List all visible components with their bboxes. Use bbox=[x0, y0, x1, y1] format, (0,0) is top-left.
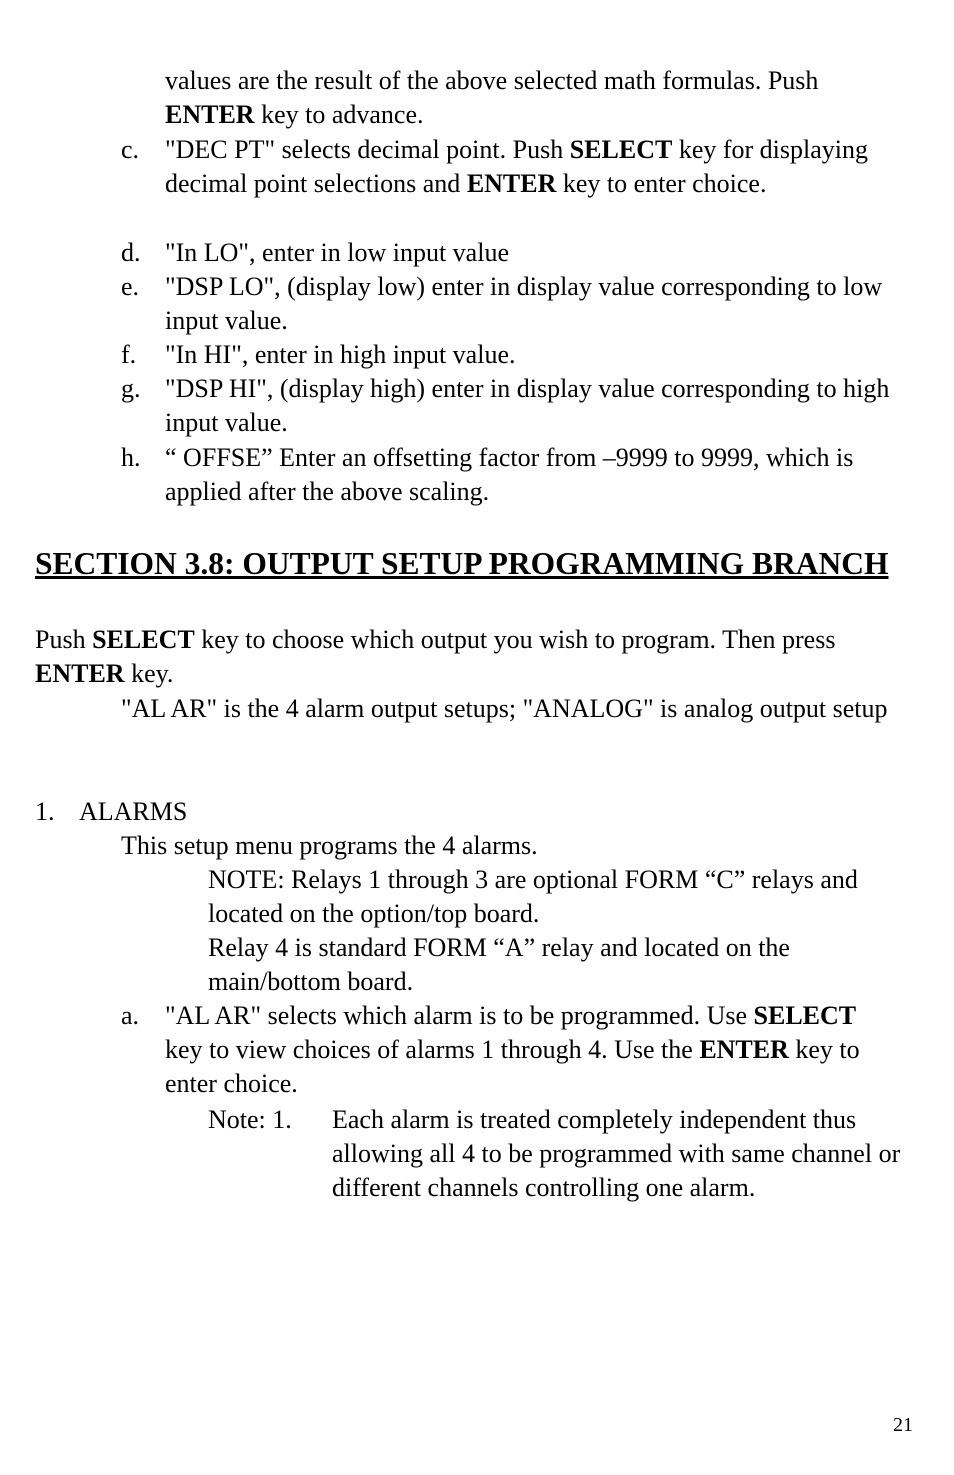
alarms-description: This setup menu programs the 4 alarms. bbox=[121, 831, 538, 860]
item-label: f. bbox=[121, 340, 137, 369]
item-label: a. bbox=[121, 1001, 140, 1030]
item-label: g. bbox=[121, 374, 141, 403]
item-label: d. bbox=[121, 238, 141, 267]
intro-enter-key: ENTER bbox=[165, 100, 255, 130]
note-label: Note: 1. bbox=[208, 1105, 292, 1134]
key-name: SELECT bbox=[753, 1001, 857, 1030]
item-text: “ OFFSE” Enter an offsetting factor from –9999 to 9999, which is applied after the above scaling. bbox=[165, 443, 854, 507]
item-text: "DEC PT" selects decimal point. Push SELECT key for displaying decimal point selections and ENTER key to enter choice. bbox=[165, 135, 868, 199]
key-name: ENTER bbox=[699, 1035, 789, 1065]
item-text: "DSP LO", (display low) enter in display value corresponding to low input value. bbox=[165, 272, 883, 336]
alarms-note-2: Relay 4 is standard FORM “A” relay and located on the main/bottom board. bbox=[208, 933, 790, 997]
key-name: ENTER bbox=[466, 169, 557, 199]
item-label: e. bbox=[121, 272, 140, 301]
section-indent-text: "AL AR" is the 4 alarm output setups; "ANALOG" is analog output setup bbox=[121, 694, 888, 723]
key-name: SELECT bbox=[569, 135, 673, 164]
note-text: Each alarm is treated completely independent thus allowing all 4 to be programmed with same channel or different channels controlling one alarm. bbox=[332, 1105, 901, 1203]
key-name: SELECT bbox=[92, 625, 195, 654]
item-text: "AL AR" selects which alarm is to be programmed. Use SELECT key to view choices of alarms 1 through 4. Use the ENTER key to enter choice. bbox=[165, 1001, 860, 1099]
page-number: 21 bbox=[893, 1414, 913, 1436]
key-name: ENTER bbox=[35, 659, 125, 689]
item-text: "In HI", enter in high input value. bbox=[165, 340, 516, 369]
item-label: c. bbox=[121, 135, 140, 164]
section-intro: Push SELECT key to choose which output you wish to program. Then press ENTER key. bbox=[35, 625, 836, 689]
intro-text-1: values are the result of the above selected math formulas. Push bbox=[165, 66, 819, 95]
intro-paragraph bbox=[165, 64, 905, 132]
item-text: "In LO", enter in low input value bbox=[165, 238, 509, 267]
item-label: h. bbox=[121, 443, 141, 472]
alarms-note-1: NOTE: Relays 1 through 3 are optional FORM “C” relays and located on the option/top board. bbox=[208, 865, 858, 929]
alarms-number: 1. bbox=[35, 797, 55, 826]
intro-text-2: key to advance. bbox=[254, 100, 424, 130]
alarms-title: ALARMS bbox=[79, 797, 188, 826]
section-heading: SECTION 3.8: OUTPUT SETUP PROGRAMMING BRANCH bbox=[35, 546, 889, 581]
item-text: "DSP HI", (display high) enter in display value corresponding to high input value. bbox=[165, 374, 890, 438]
